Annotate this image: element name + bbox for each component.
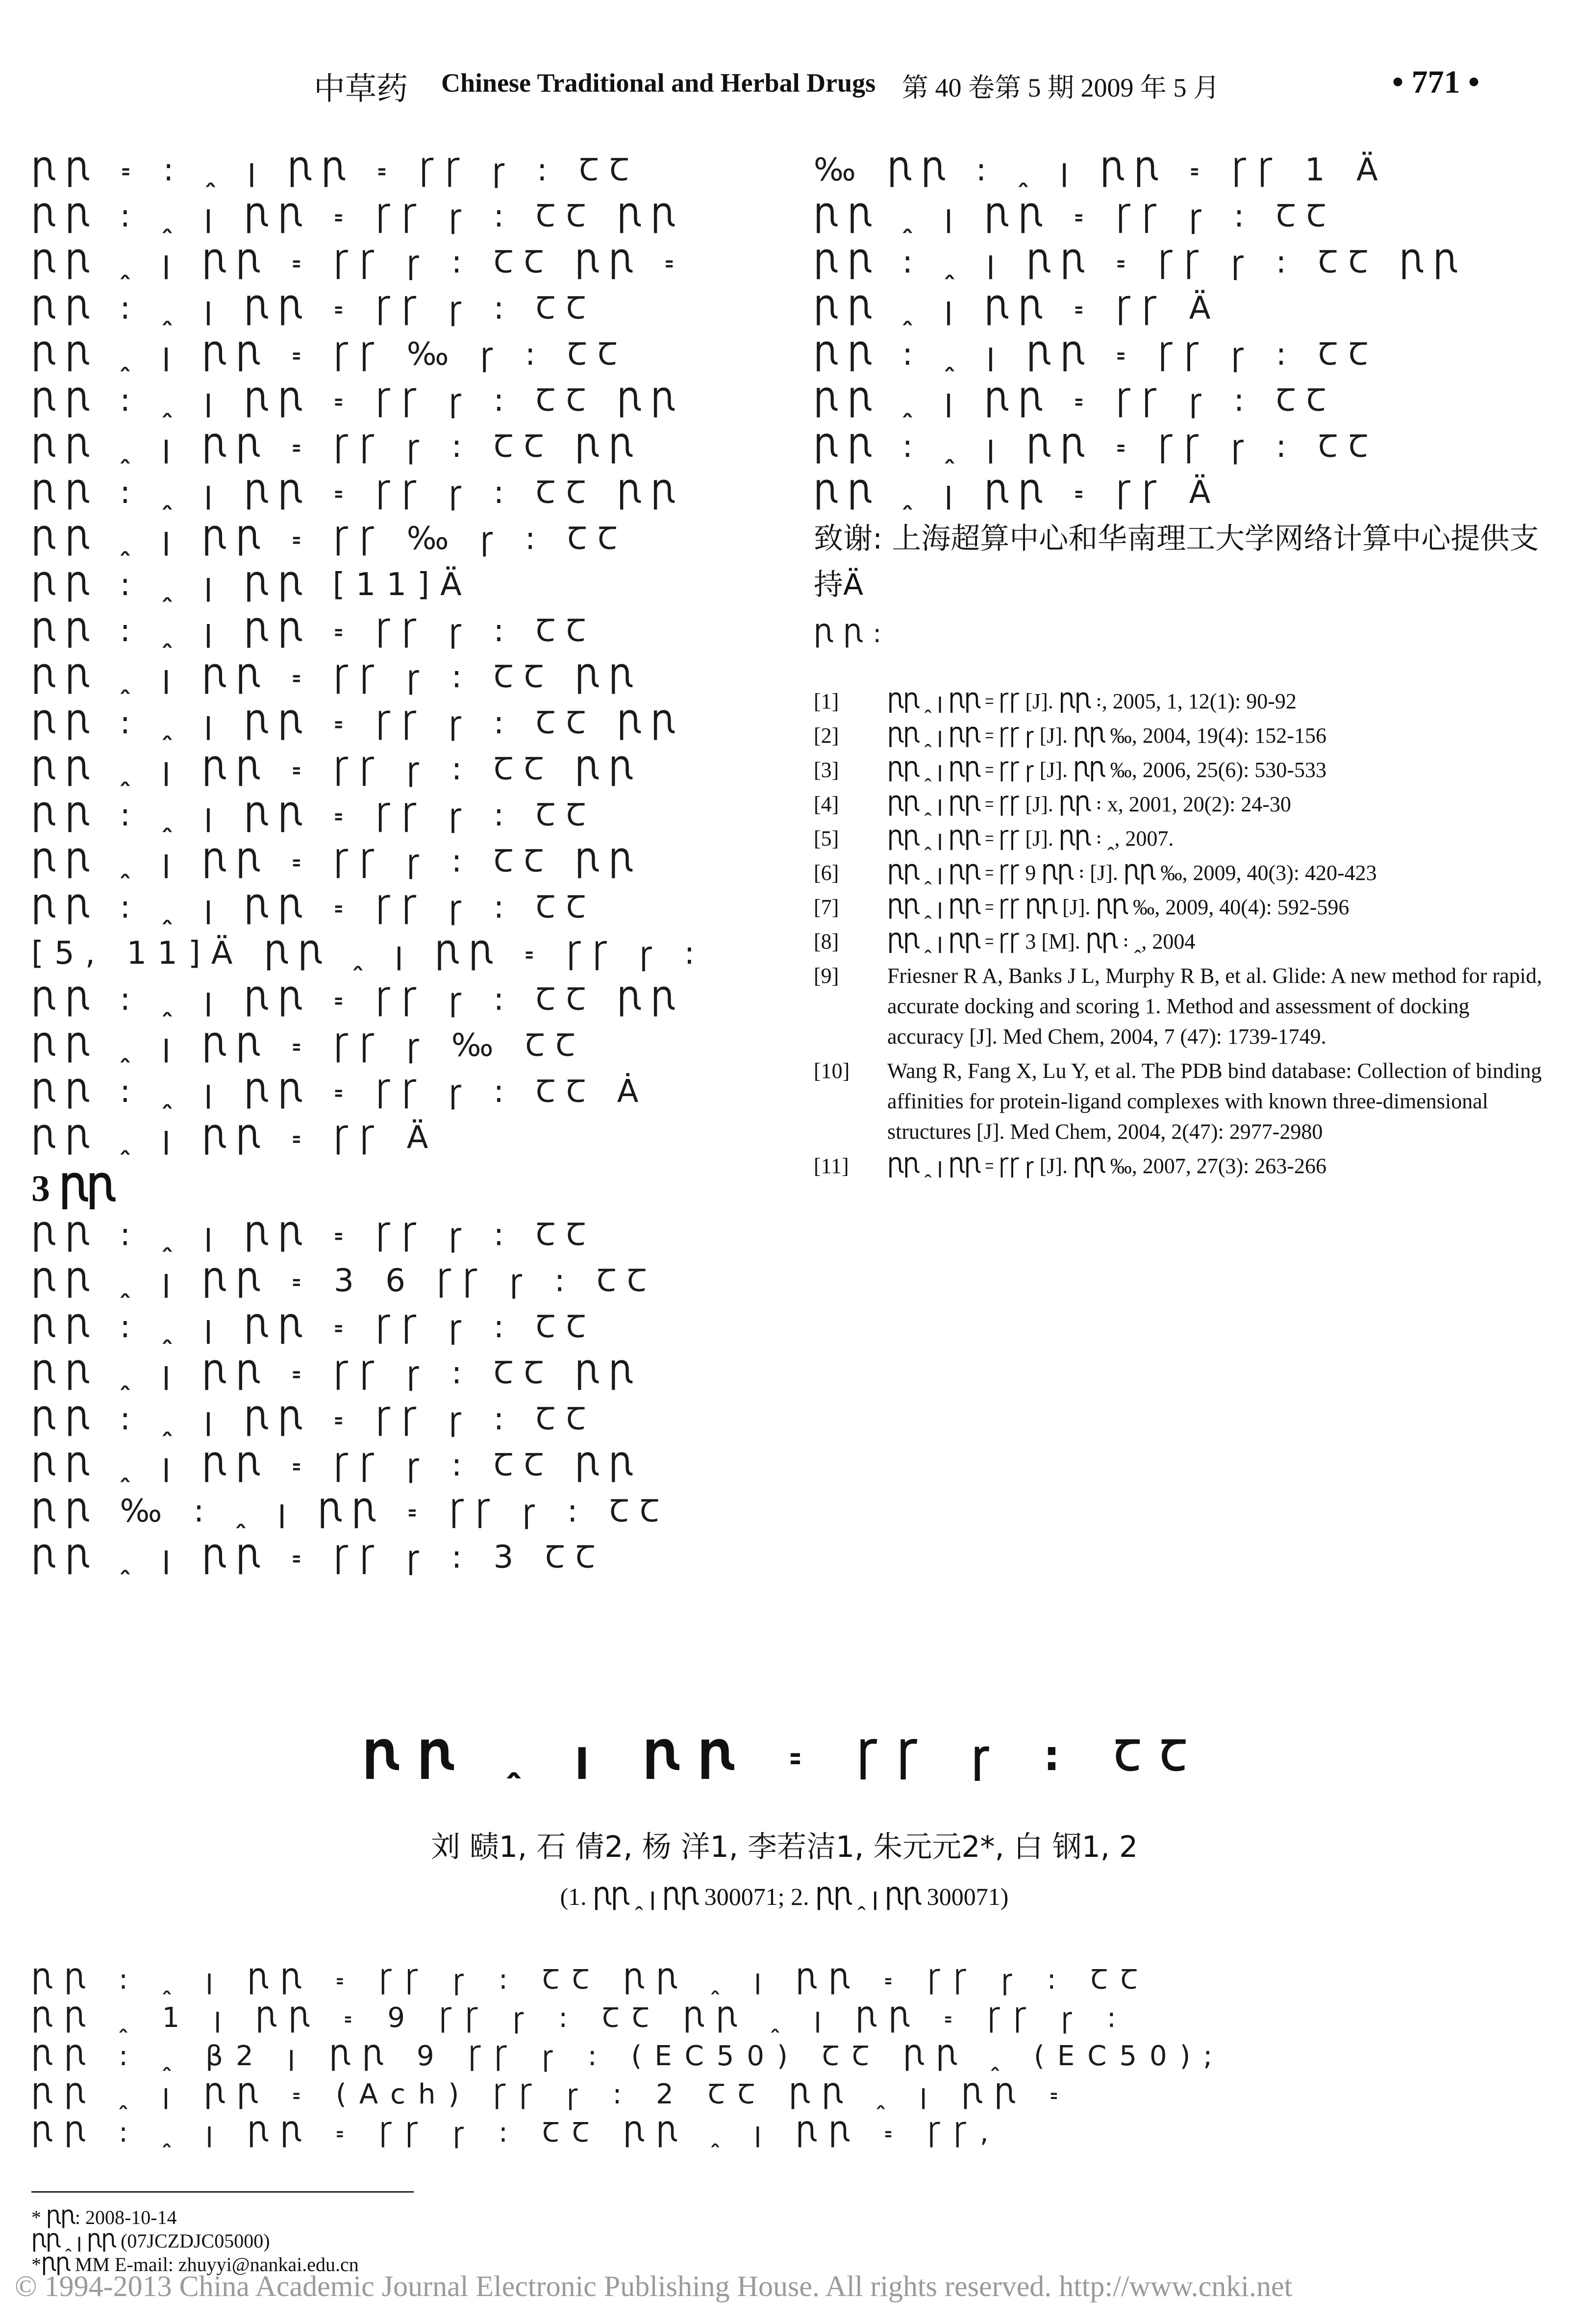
author-list: 刘 赜1, 石 倩2, 杨 洋1, 李若洁1, 朱元元2*, 白 钢1, 2 <box>430 1830 1138 1864</box>
reference-number: [5] <box>814 826 839 850</box>
references-list <box>814 686 1549 1185</box>
journal-name-cn: 中草药 <box>314 71 408 107</box>
abstract-line: ꞂꞂ ꞉ ꞈ β2 ꞁ ꞂꞂ 9 ꞄꞄ ꞅ ꞉ (EC50) ꞆꞆ ꞂꞂ ꞈ (EC50); <box>31 2040 1225 2072</box>
affiliation: (1. ꞂꞂ ꞈ ꞁ ꞂꞂ 300071; 2. ꞂꞂ ꞈ ꞁ ꞂꞂ 300071) <box>560 1883 1009 1910</box>
text-line: ꞂꞂ ꞈ ꞁ ꞂꞂ ꞊ ꞄꞄ ꞅ ‰ ꞆꞆ <box>31 1027 586 1064</box>
reference-number: [9] <box>814 964 839 988</box>
reference-number: [3] <box>814 758 839 782</box>
abstract-line: ꞂꞂ ꞉ ꞈ ꞁ ꞂꞂ ꞊ ꞄꞄ ꞅ ꞉ ꞆꞆ ꞂꞂ ꞈ ꞁ ꞂꞂ ꞊ ꞄꞄ, <box>31 2117 1001 2149</box>
reference-number: [11] <box>814 1154 849 1178</box>
text-line: ꞂꞂ ꞉ ꞈ ꞁ ꞂꞂ [11]Ä <box>31 567 473 603</box>
volume-issue: 第 40 卷第 5 期 2009 年 5 月 <box>902 73 1220 102</box>
reference-text: Wang R, Fang X, Lu Y, et al. The PDB bind database: Collection of binding affinities for protein-ligand complexes with known three-dimensional structures [J]. Med Chem, 2004, 2(47): 2977-2980 <box>887 1059 1542 1144</box>
reference-item <box>814 1056 1549 1147</box>
text-line: ꞂꞂ ꞉ ꞈ ꞁ ꞂꞂ ꞊ ꞄꞄ ꞅ ꞉ ꞆꞆ ꞂꞂ <box>31 981 685 1018</box>
right-column <box>814 147 1539 657</box>
text-line: ꞂꞂ ꞉ ꞈ ꞁ ꞂꞂ ꞊ ꞄꞄ ꞅ ꞉ ꞆꞆ ꞂꞂ <box>31 382 685 419</box>
text-line: ꞂꞂ ꞉ ꞈ ꞁ ꞂꞂ ꞊ ꞄꞄ ꞅ ꞉ ꞆꞆ <box>31 290 597 326</box>
reference-number: [1] <box>814 689 839 713</box>
reference-item <box>814 686 1549 717</box>
reference-text: ꞂꞂ ꞈ ꞁ ꞂꞂ ꞊ ꞄꞄ [J]. ꞂꞂ ꞉ x, 2001, 20(2): 24-30 <box>887 792 1291 816</box>
abstract-line: ꞂꞂ ꞉ ꞈ ꞁ ꞂꞂ ꞊ ꞄꞄ ꞅ ꞉ ꞆꞆ ꞂꞂ ꞈ ꞁ ꞂꞂ ꞊ ꞄꞄ ꞅ ꞉ ꞆꞆ <box>31 1964 1150 1996</box>
article-title: ꞂꞂ ꞈ ꞁ ꞂꞂ ꞊ ꞄꞄ ꞅ ꞉ ꞆꞆ <box>363 1731 1206 1780</box>
reference-text: ꞂꞂ ꞈ ꞁ ꞂꞂ ꞊ ꞄꞄ [J]. ꞂꞂ ꞉ ꞈ, 2007. <box>887 826 1174 850</box>
text-line: ꞂꞂ ꞉ ꞈ ꞁ ꞂꞂ ꞊ ꞄꞄ ꞅ ꞉ ꞆꞆ ꞂꞂ <box>31 475 685 511</box>
reference-item <box>814 721 1549 751</box>
text-line: ꞂꞂ ꞉ ꞈ ꞁ ꞂꞂ ꞊ ꞄꞄ ꞅ ꞉ ꞆꞆ <box>31 889 597 925</box>
footnote-received: * ꞂꞂ: 2008-10-14 <box>31 2206 177 2228</box>
reference-number: [4] <box>814 792 839 816</box>
page-number: • 771 • <box>1392 64 1480 100</box>
text-line: ꞂꞂ ꞉ ꞈ ꞁ ꞂꞂ ꞊ ꞄꞄ ꞅ ꞉ ꞆꞆ <box>31 797 597 833</box>
reference-text: Friesner R A, Banks J L, Murphy R B, et al. Glide: A new method for rapid, accurate docking and scoring 1. Method and assessment of docking accuracy [J]. Med Chem, 2004, 7 (47): 1739-1749. <box>887 964 1542 1049</box>
text-line: ꞂꞂ ꞉ ꞈ ꞁ ꞂꞂ ꞊ ꞄꞄ ꞅ ꞉ ꞆꞆ <box>31 1309 597 1345</box>
text-line: ꞂꞂ ꞈ ꞁ ꞂꞂ ꞊ ꞄꞄ Ä <box>814 475 1222 511</box>
text-line: ꞂꞂ ꞈ ꞁ ꞂꞂ ꞊ ꞄꞄ ꞅ ꞉ ꞆꞆ <box>814 198 1337 234</box>
abstract-line: ꞂꞂ ꞈ ꞁ ꞂꞂ ꞊ (Ach) ꞄꞄ ꞅ ꞉ 2 ꞆꞆ ꞂꞂ ꞈ ꞁ ꞂꞂ ꞊ <box>31 2078 1072 2110</box>
reference-text: ꞂꞂ ꞈ ꞁ ꞂꞂ ꞊ ꞄꞄ ꞅ [J]. ꞂꞂ ‰, 2004, 19(4): 152-156 <box>887 724 1326 748</box>
text-line: ꞂꞂ ꞉ ꞈ ꞁ ꞂꞂ ꞊ ꞄꞄ ꞅ ꞉ ꞆꞆ ꞂꞂ <box>814 244 1467 280</box>
reference-item <box>814 1151 1549 1181</box>
text-line: ꞂꞂ ꞉ ꞈ ꞁ ꞂꞂ ꞊ ꞄꞄ ꞅ ꞉ ꞆꞆ <box>814 428 1379 465</box>
text-line: ꞂꞂ ꞉ ꞈ ꞁ ꞂꞂ ꞊ ꞄꞄ ꞅ ꞉ ꞆꞆ <box>31 613 597 649</box>
reference-item <box>814 789 1549 820</box>
reference-text: ꞂꞂ ꞈ ꞁ ꞂꞂ ꞊ ꞄꞄ ꞅ [J]. ꞂꞂ ‰, 2006, 25(6): 530-533 <box>887 758 1326 782</box>
left-column <box>31 147 757 1580</box>
reference-item <box>814 892 1549 923</box>
text-line: ꞂꞂ ꞈ ꞁ ꞂꞂ ꞊ ꞄꞄ ꞅ ꞉ 3 ꞆꞆ <box>31 1539 606 1575</box>
footnotes <box>31 2206 1208 2276</box>
reference-number: [6] <box>814 861 839 885</box>
text-line: ꞂꞂ ꞉ ꞈ ꞁ ꞂꞂ ꞊ ꞄꞄ ꞅ ꞉ ꞆꞆ ꞂꞂ <box>31 705 685 741</box>
reference-item <box>814 755 1549 785</box>
references-heading: ꞂꞂ: <box>814 619 892 649</box>
text-line: ‰ ꞂꞂ ꞉ ꞈ ꞁ ꞂꞂ ꞊ ꞄꞄ 1 Ä <box>814 152 1389 188</box>
text-line: ꞂꞂ ꞊ ꞉ ꞈ ꞁ ꞂꞂ ꞊ ꞄꞄ ꞅ ꞉ ꞆꞆ <box>31 152 640 188</box>
text-line: ꞂꞂ ꞉ ꞈ ꞁ ꞂꞂ ꞊ ꞄꞄ ꞅ ꞉ ꞆꞆ ꞂꞂ <box>31 198 685 234</box>
text-line: ꞂꞂ ꞉ ꞈ ꞁ ꞂꞂ ꞊ ꞄꞄ ꞅ ꞉ ꞆꞆ <box>814 336 1379 373</box>
text-line: ꞂꞂ ꞈ ꞁ ꞂꞂ ꞊ ꞄꞄ ꞅ ꞉ ꞆꞆ ꞂꞂ <box>31 843 643 879</box>
section-heading: 3 ꞂꞂ <box>31 1168 114 1209</box>
text-line: ꞂꞂ ꞈ ꞁ ꞂꞂ ꞊ ꞄꞄ ꞅ ꞉ ꞆꞆ ꞂꞂ ꞊ <box>31 244 686 280</box>
footnote-funding: ꞂꞂ ꞈ ꞁ ꞂꞂ (07JCZDJC05000) <box>31 2230 270 2252</box>
paragraph <box>31 147 757 608</box>
text-line: ꞂꞂ ꞈ ꞁ ꞂꞂ ꞊ ꞄꞄ ꞅ ꞉ ꞆꞆ ꞂꞂ <box>31 428 643 465</box>
acknowledgement: 致谢: 上海超算中心和华南理工大学网络计算中心提供支持Ä <box>814 522 1539 602</box>
text-line: ꞂꞂ ꞈ ꞁ ꞂꞂ ꞊ ꞄꞄ ꞅ ꞉ ꞆꞆ ꞂꞂ <box>31 1447 643 1483</box>
text-line: ꞂꞂ ꞈ ꞁ ꞂꞂ ꞊ ꞄꞄ ꞅ ꞉ ꞆꞆ ꞂꞂ <box>31 751 643 787</box>
text-line: ꞂꞂ ‰ ꞉ ꞈ ꞁ ꞂꞂ ꞊ ꞄꞄ ꞅ ꞉ ꞆꞆ <box>31 1493 670 1529</box>
reference-number: [8] <box>814 929 839 953</box>
reference-item <box>814 824 1549 854</box>
reference-number: [2] <box>814 724 839 748</box>
text-line: ꞂꞂ ꞈ ꞁ ꞂꞂ ꞊ ꞄꞄ ꞅ ꞉ ꞆꞆ <box>814 382 1337 419</box>
text-line: ꞂꞂ ꞈ ꞁ ꞂꞂ ꞊ ꞄꞄ ‰ ꞅ ꞉ ꞆꞆ <box>31 336 628 373</box>
reference-text: ꞂꞂ ꞈ ꞁ ꞂꞂ ꞊ ꞄꞄ ꞅ [J]. ꞂꞂ ‰, 2007, 27(3): 263-266 <box>887 1154 1326 1178</box>
text-line: ꞂꞂ ꞈ ꞁ ꞂꞂ ꞊ ꞄꞄ ꞅ ꞉ ꞆꞆ ꞂꞂ <box>31 1355 643 1391</box>
text-line: ꞂꞂ ꞈ ꞁ ꞂꞂ ꞊ ꞄꞄ Ä <box>31 1120 439 1156</box>
reference-item <box>814 858 1549 888</box>
abstract <box>31 1961 1541 2152</box>
paragraph <box>31 608 757 1161</box>
text-line: ꞂꞂ ꞈ ꞁ ꞂꞂ ꞊ ꞄꞄ Ä <box>814 290 1222 326</box>
paragraph <box>31 1212 757 1580</box>
text-line: ꞂꞂ ꞈ ꞁ ꞂꞂ ꞊ ꞄꞄ ꞅ ꞉ ꞆꞆ ꞂꞂ <box>31 659 643 695</box>
text-line: ꞂꞂ ꞉ ꞈ ꞁ ꞂꞂ ꞊ ꞄꞄ ꞅ ꞉ ꞆꞆ <box>31 1401 597 1437</box>
reference-number: [10] <box>814 1059 850 1083</box>
journal-name-en: Chinese Traditional and Herbal Drugs <box>441 68 876 98</box>
footnote-contact: *ꞂꞂ MM E-mail: zhuyyi@nankai.edu.cn <box>31 2253 359 2275</box>
text-line: ꞂꞂ ꞈ ꞁ ꞂꞂ ꞊ 3 6 ꞄꞄ ꞅ ꞉ ꞆꞆ <box>31 1263 657 1299</box>
copyright-notice: © 1994-2013 China Academic Journal Electronic Publishing House. All rights reserved. http://www.cnki.net <box>15 2270 1293 2302</box>
page-header <box>0 64 1575 123</box>
reference-text: ꞂꞂ ꞈ ꞁ ꞂꞂ ꞊ ꞄꞄ 3 [M]. ꞂꞂ ꞉ ꞈ, 2004 <box>887 929 1196 953</box>
text-line: ꞂꞂ ꞉ ꞈ ꞁ ꞂꞂ ꞊ ꞄꞄ ꞅ ꞉ ꞆꞆ <box>31 1217 597 1253</box>
abstract-line: ꞂꞂ ꞈ 1 ꞁ ꞂꞂ ꞊ 9 ꞄꞄ ꞅ ꞉ ꞆꞆ ꞂꞂ ꞈ ꞁ ꞂꞂ ꞊ ꞄꞄ ꞅ ꞉ <box>31 2002 1129 2034</box>
reference-item <box>814 926 1549 957</box>
reference-text: ꞂꞂ ꞈ ꞁ ꞂꞂ ꞊ ꞄꞄ 9 ꞂꞂ ꞉ [J]. ꞂꞂ ‰, 2009, 40(3): 420-423 <box>887 861 1377 885</box>
footnote-divider <box>31 2191 414 2193</box>
text-line: [5, 11]Ä ꞂꞂ ꞈ ꞁ ꞂꞂ ꞊ ꞄꞄ ꞅ ꞉ <box>31 935 706 972</box>
reference-number: [7] <box>814 895 839 919</box>
reference-text: ꞂꞂ ꞈ ꞁ ꞂꞂ ꞊ ꞄꞄ ꞂꞂ [J]. ꞂꞂ ‰, 2009, 40(4): 592-596 <box>887 895 1350 919</box>
paragraph <box>814 331 1539 516</box>
text-line: ꞂꞂ ꞈ ꞁ ꞂꞂ ꞊ ꞄꞄ ‰ ꞅ ꞉ ꞆꞆ <box>31 521 628 557</box>
reference-item <box>814 961 1549 1052</box>
reference-text: ꞂꞂ ꞈ ꞁ ꞂꞂ ꞊ ꞄꞄ [J]. ꞂꞂ ꞉, 2005, 1, 12(1): 90-92 <box>887 689 1297 713</box>
text-line: ꞂꞂ ꞉ ꞈ ꞁ ꞂꞂ ꞊ ꞄꞄ ꞅ ꞉ ꞆꞆ Ȧ <box>31 1074 650 1110</box>
paragraph <box>814 147 1539 331</box>
